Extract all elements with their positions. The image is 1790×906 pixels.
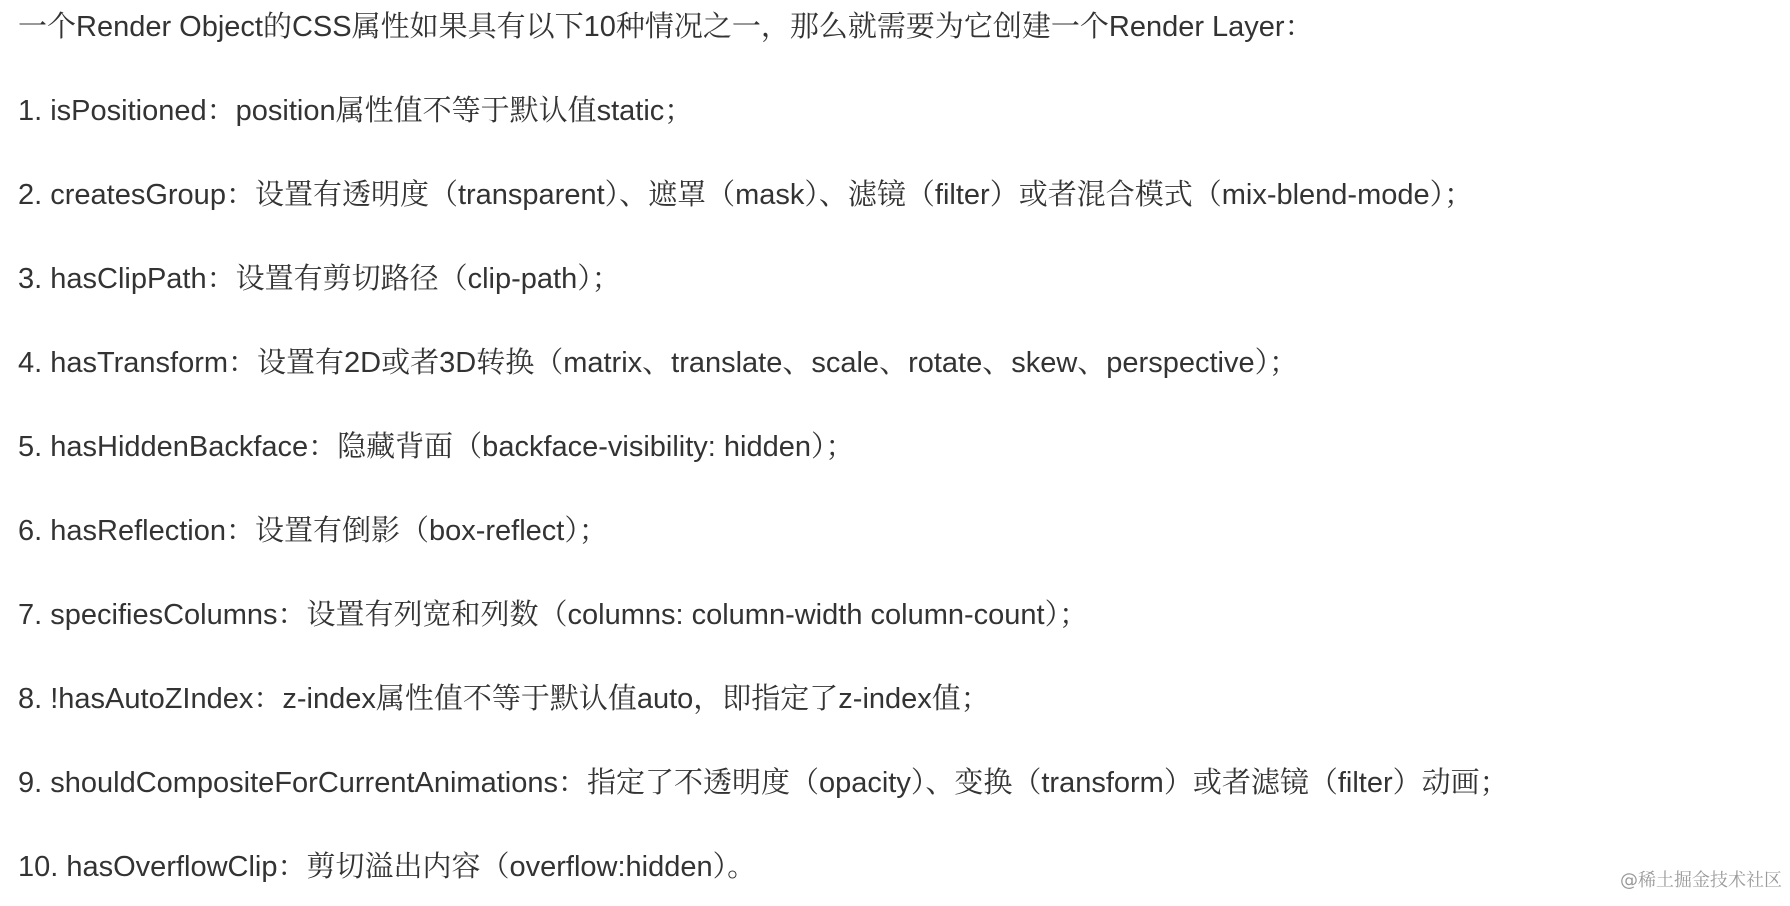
list-item: 8. !hasAutoZIndex：z-index属性值不等于默认值auto，即指定了z-index值； <box>18 683 990 715</box>
list-item: 4. hasTransform：设置有2D或者3D转换（matrix、translate、scale、rotate、skew、perspective）； <box>18 347 1299 379</box>
list-item: 10. hasOverflowClip：剪切溢出内容（overflow:hidden）。 <box>18 851 757 883</box>
list-item: 1. isPositioned：position属性值不等于默认值static； <box>18 95 694 127</box>
condition-list <box>18 94 1790 884</box>
list-item: 2. createsGroup：设置有透明度（transparent）、遮罩（mask）、滤镜（filter）或者混合模式（mix-blend-mode）； <box>18 179 1474 211</box>
list-item: 7. specifiesColumns：设置有列宽和列数（columns: column-width column-count）； <box>18 599 1089 631</box>
intro-paragraph: 一个Render Object的CSS属性如果具有以下10种情况之一，那么就需要为它创建一个Render Layer： <box>18 11 1314 43</box>
list-item: 6. hasReflection：设置有倒影（box-reflect）； <box>18 515 608 547</box>
list-item: 5. hasHiddenBackface：隐藏背面（backface-visibility: hidden）； <box>18 431 855 463</box>
watermark: @稀土掘金技术社区 <box>1620 870 1782 891</box>
list-item: 3. hasClipPath：设置有剪切路径（clip-path）； <box>18 263 621 295</box>
list-item: 9. shouldCompositeForCurrentAnimations：指定了不透明度（opacity）、变换（transform）或者滤镜（filter）动画； <box>18 767 1509 799</box>
